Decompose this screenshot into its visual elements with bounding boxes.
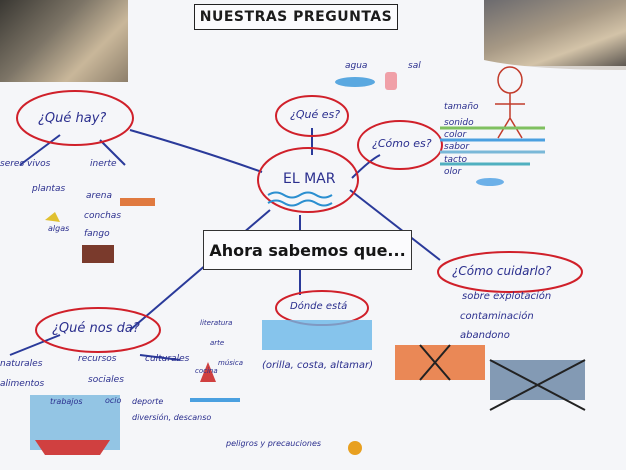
item-cocina: cocina xyxy=(195,367,218,375)
item-recursos: recursos xyxy=(78,354,117,364)
item-seres-vivos: seres vivos xyxy=(0,159,51,169)
question-que-nos-da: ¿Qué nos da? xyxy=(52,321,140,336)
question-donde-esta: Dónde está xyxy=(290,301,348,312)
question-que-es: ¿Qué es? xyxy=(290,108,341,121)
item-plantas: plantas xyxy=(32,184,66,194)
item-culturales: culturales xyxy=(145,354,190,364)
item-fango: fango xyxy=(84,229,110,239)
question-como-cuidarlo: ¿Cómo cuidarlo? xyxy=(452,264,552,278)
item-color: color xyxy=(444,130,467,140)
item-donde-lugares: (orilla, costa, altamar) xyxy=(262,360,374,371)
item-algas: algas xyxy=(48,224,70,233)
item-contaminacion: contaminación xyxy=(460,311,534,322)
item-agua: agua xyxy=(345,61,368,71)
item-sabor: sabor xyxy=(444,142,470,152)
item-naturales: naturales xyxy=(0,359,43,369)
item-tamano: tamaño xyxy=(444,102,479,112)
item-tacto: tacto xyxy=(444,155,468,165)
item-musica: música xyxy=(218,359,243,367)
page-title: NUESTRAS PREGUNTAS xyxy=(194,4,398,30)
item-sociales: sociales xyxy=(88,375,124,385)
question-que-hay: ¿Qué hay? xyxy=(38,111,107,126)
item-abandono: abandono xyxy=(460,330,510,341)
item-arena: arena xyxy=(86,191,112,201)
center-el-mar: EL MAR xyxy=(283,171,336,187)
item-literatura: literatura xyxy=(200,319,233,327)
question-como-es: ¿Cómo es? xyxy=(372,137,432,150)
item-conchas: conchas xyxy=(84,211,122,221)
item-alimentos: alimentos xyxy=(0,379,45,389)
item-deporte: deporte xyxy=(132,397,164,406)
item-sal: sal xyxy=(408,61,421,71)
ahora-sabemos-banner: Ahora sabemos que... xyxy=(203,230,412,270)
item-sobre-explotacion: sobre explotación xyxy=(462,291,552,302)
item-arte: arte xyxy=(210,339,225,347)
item-inerte: inerte xyxy=(90,159,117,169)
item-diversion: diversión, descanso xyxy=(132,413,212,422)
item-peligros: peligros y precauciones xyxy=(226,439,322,448)
item-ocio: ocio xyxy=(105,396,122,405)
item-sonido: sonido xyxy=(444,118,474,128)
item-trabajos: trabajos xyxy=(50,397,83,406)
item-olor: olor xyxy=(444,167,462,177)
